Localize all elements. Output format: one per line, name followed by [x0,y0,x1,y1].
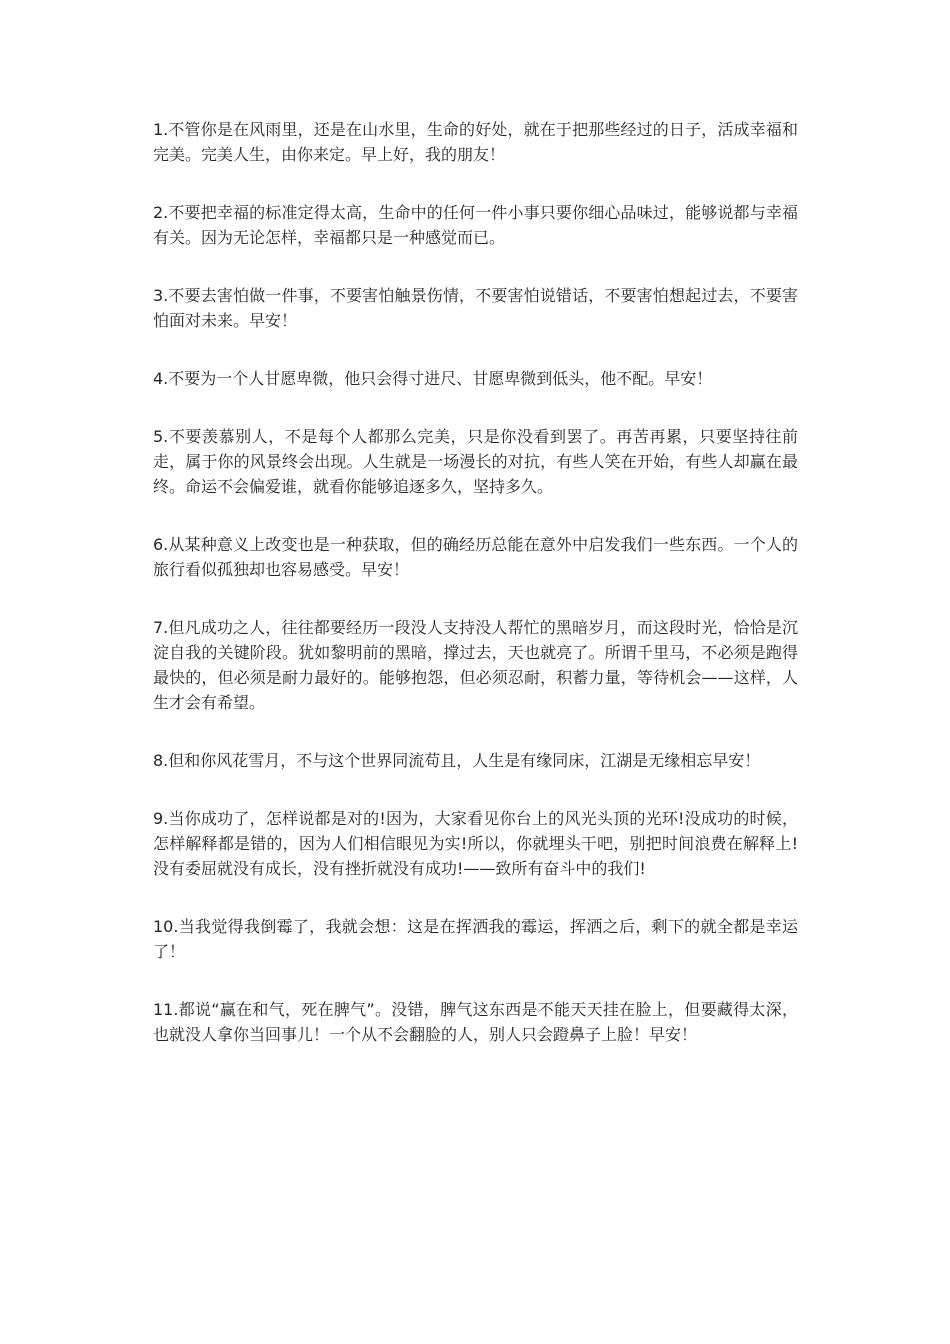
paragraph-2: 2.不要把幸福的标准定得太高，生命中的任何一件小事只要你细心品味过，能够说都与幸福有关。因为无论怎样，幸福都只是一种感觉而已。 [153,203,798,247]
paragraph-7: 7.但凡成功之人，往往都要经历一段没人支持没人帮忙的黑暗岁月，而这段时光，恰恰是沉淀自我的关键阶段。犹如黎明前的黑暗，撑过去，天也就亮了。所谓千里马，不必须是跑得最快的，但必须是耐力最好的。能够抱怨，但必须忍耐，积蓄力量，等待机会——这样，人生才会有希望。 [153,618,798,712]
paragraph-1: 1.不管你是在风雨里，还是在山水里，生命的好处，就在于把那些经过的日子，活成幸福和完美。完美人生，由你来定。早上好，我的朋友！ [153,120,798,164]
paragraph-8: 8.但和你风花雪月，不与这个世界同流苟且，人生是有缘同床，江湖是无缘相忘早安！ [153,751,761,770]
paragraph-5: 5.不要羡慕别人，不是每个人都那么完美，只是你没看到罢了。再苦再累，只要坚持往前走，属于你的风景终会出现。人生就是一场漫长的对抗，有些人笑在开始，有些人却赢在最终。命运不会偏爱谁，就看你能够追逐多久，坚持多久。 [153,427,798,496]
paragraph-10: 10.当我觉得我倒霉了，我就会想：这是在挥洒我的霉运，挥洒之后，剩下的就全都是幸运了！ [153,917,798,961]
paragraph-11: 11.都说“赢在和气，死在脾气”。没错，脾气这东西是不能天天挂在脸上，但要藏得太深，也就没人拿你当回事儿！一个从不会翻脸的人，别人只会蹬鼻子上脸！早安！ [153,1000,798,1044]
document-body [153,117,798,1080]
paragraph-9: 9.当你成功了，怎样说都是对的!因为，大家看见你台上的风光头顶的光环!没成功的时候，怎样解释都是错的，因为人们相信眼见为实!所以，你就埋头干吧，别把时间浪费在解释上!没有委屈就没有成长，没有挫折就没有成功!——致所有奋斗中的我们! [153,809,798,878]
paragraph-4: 4.不要为一个人甘愿卑微，他只会得寸进尺、甘愿卑微到低头，他不配。早安！ [153,369,713,388]
paragraph-6: 6.从某种意义上改变也是一种获取，但的确经历总能在意外中启发我们一些东西。一个人的旅行看似孤独却也容易感受。早安！ [153,535,798,579]
paragraph-3: 3.不要去害怕做一件事，不要害怕触景伤情，不要害怕说错话，不要害怕想起过去，不要害怕面对未来。早安！ [153,286,798,330]
